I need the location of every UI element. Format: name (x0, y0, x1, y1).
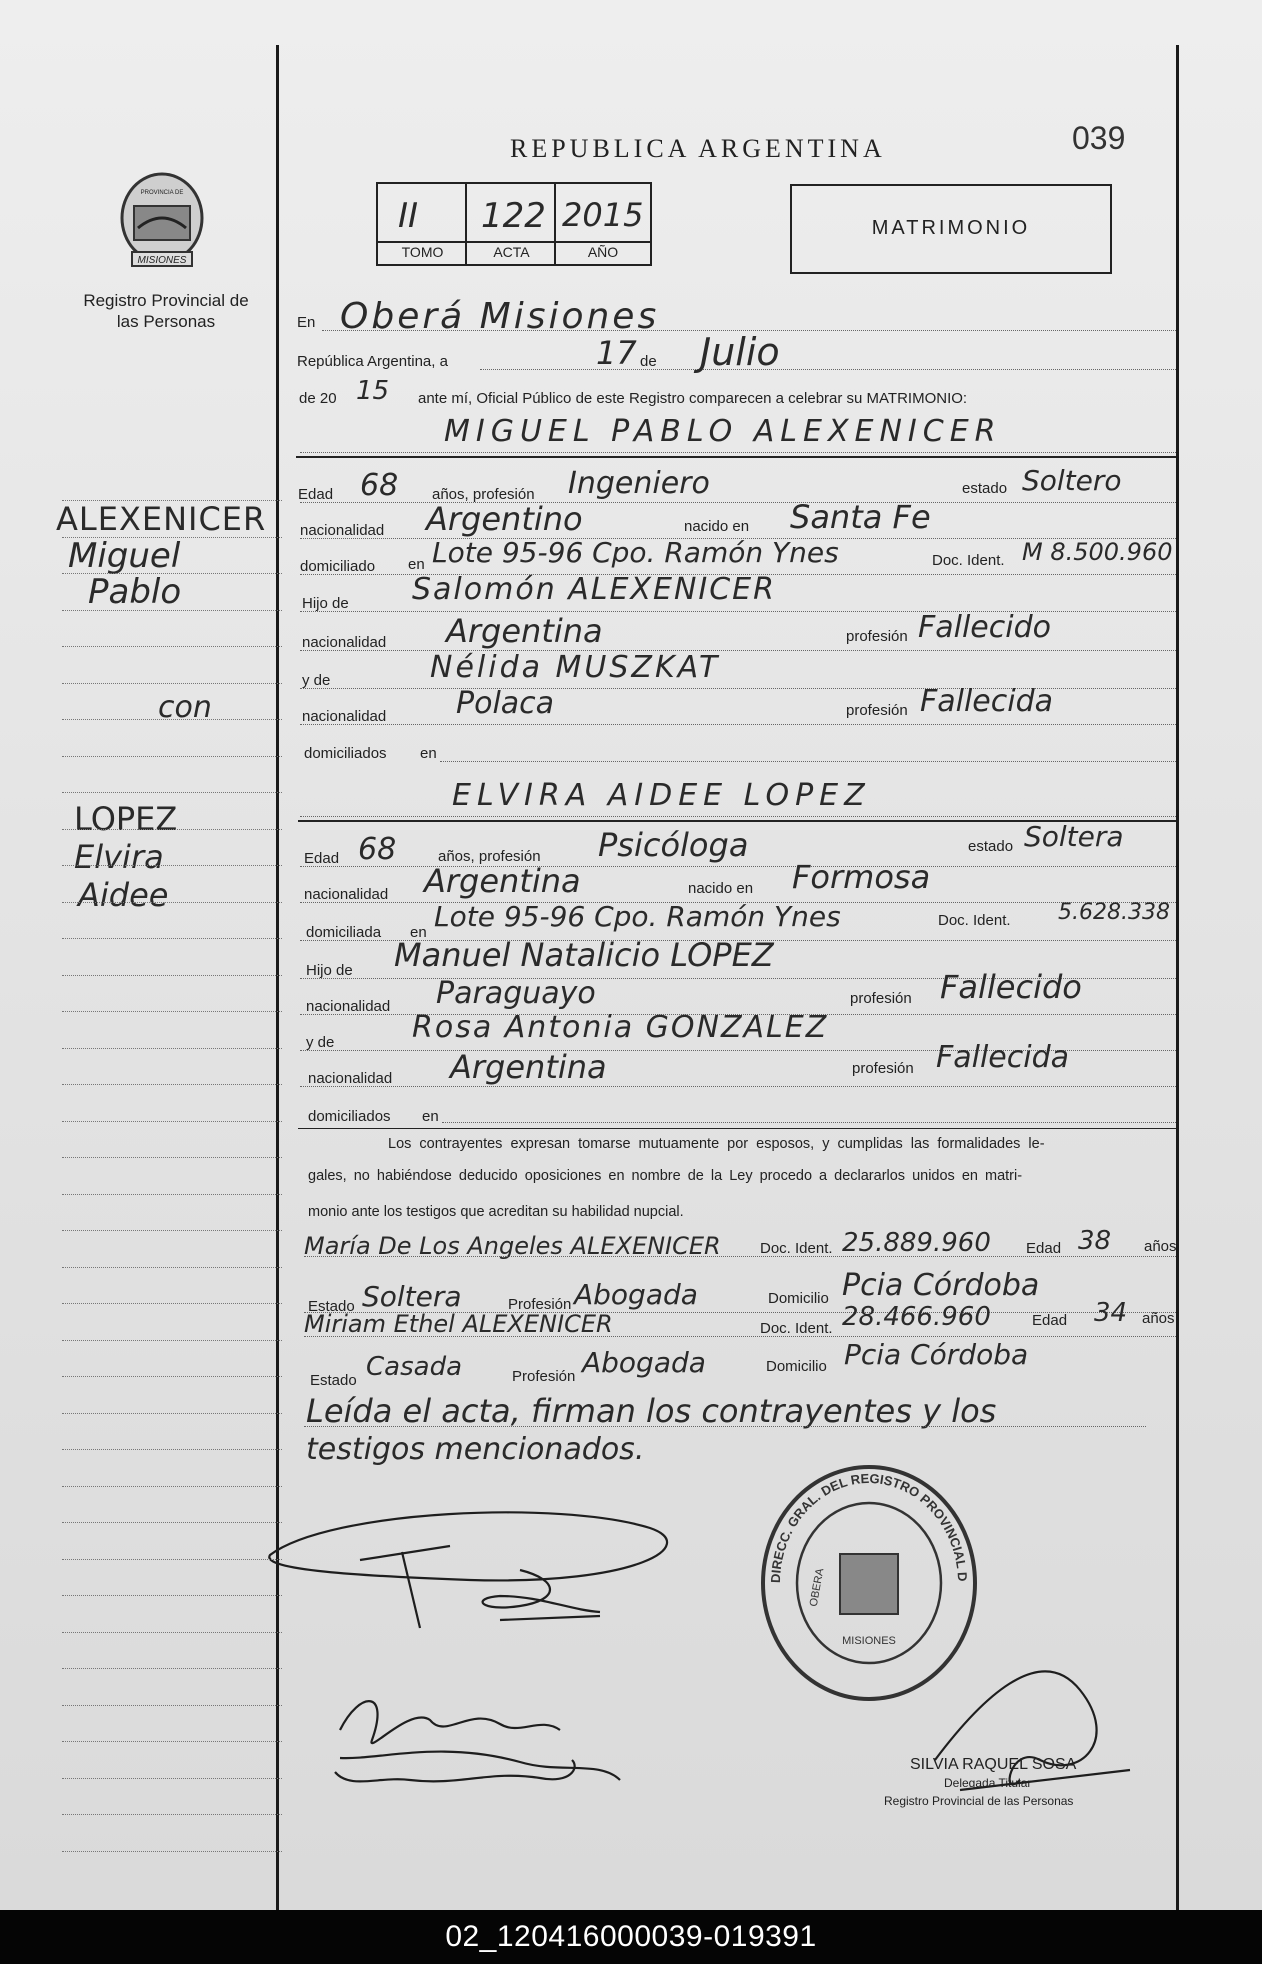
margin-ruled-line (62, 756, 282, 757)
groom-father: Salomón ALEXENICER (412, 572, 776, 607)
bride-profession: Psicóloga (598, 826, 749, 864)
witness2-name: Miriam Ethel ALEXENICER (304, 1310, 613, 1338)
acta-label: ACTA (493, 244, 530, 260)
groom-father-nat-label: nacionalidad (302, 634, 387, 651)
margin-ruled-line (62, 573, 282, 574)
margin-ruled-line (62, 1449, 282, 1450)
margin-ruled-line (62, 865, 282, 866)
bride-civil-status: Soltera (1024, 820, 1124, 853)
margin-ruled-line (62, 1705, 282, 1706)
witness1-age: 38 (1078, 1226, 1112, 1256)
bride-mother-prof: Fallecida (936, 1040, 1070, 1075)
closing-line2: testigos mencionados. (306, 1432, 645, 1467)
witness1-doc-label: Doc. Ident. (760, 1240, 833, 1257)
groom-birthplace: Santa Fe (790, 498, 931, 536)
margin-first-name-bride: Elvira (74, 838, 164, 876)
bride-nat-label: nacionalidad (304, 886, 389, 903)
margin-ruled-line (62, 1413, 282, 1414)
margin-ruled-line (62, 1048, 282, 1049)
statement-line3: monio ante los testigos que acreditan su habilidad nupcial. (308, 1204, 684, 1220)
en-label: En (297, 314, 316, 331)
margin-ruled-line (62, 1741, 282, 1742)
seal-outer-text: DIRECC. GRAL. DEL REGISTRO PROVINCIAL D (767, 1470, 971, 1584)
margin-ruled-line (62, 719, 282, 720)
groom-estado-label: estado (962, 480, 1008, 497)
margin-ruled-line (62, 683, 282, 684)
closing-line1: Leída el acta, firman los contrayentes y los (306, 1392, 997, 1430)
signature-groom (269, 1512, 667, 1580)
witness2-status: Casada (366, 1352, 463, 1382)
crest-top-text: PROVINCIA DE (140, 190, 184, 196)
republica-label: República Argentina, a (297, 353, 448, 370)
margin-connector: con (158, 690, 212, 725)
margin-ruled-line (62, 1230, 282, 1231)
act-type-label: MATRIMONIO (871, 217, 1031, 239)
witness2-doc: 28.466.960 (842, 1302, 991, 1332)
margin-first-name-groom: Miguel (68, 536, 181, 576)
witness1-edad-label: Edad (1026, 1240, 1062, 1257)
bride-address: Lote 95-96 Cpo. Ramón Ynes (434, 900, 841, 933)
witness2-prof-label: Profesión (512, 1368, 576, 1385)
margin-ruled-line (62, 1121, 282, 1122)
signature-witnesses (335, 1760, 575, 1781)
bride-mother-prof-label: profesión (852, 1060, 914, 1077)
witness2-anos-label: años (1142, 1310, 1175, 1327)
margin-ruled-line (62, 975, 282, 976)
margin-ruled-line (62, 1632, 282, 1633)
margin-ruled-line (62, 500, 282, 501)
registry-name: Registro Provincial de las Personas (83, 291, 249, 331)
margin-surname-groom: ALEXENICER (56, 500, 267, 538)
tomo-value: II (398, 196, 419, 236)
month-value: Julio (700, 330, 780, 374)
tomo-label: TOMO (401, 244, 444, 260)
bride-mother-nat-label: nacionalidad (308, 1070, 393, 1087)
bride-domiciliados-en: en (422, 1108, 439, 1125)
margin-ruled-line (62, 1303, 282, 1304)
witness2-age: 34 (1094, 1298, 1128, 1328)
year-prefix: de 20 (299, 390, 337, 407)
officer-office: Registro Provincial de las Personas (884, 1794, 1074, 1808)
margin-ruled-line (62, 829, 282, 830)
bride-domiciliados-label: domiciliados (308, 1108, 391, 1125)
bride-birthplace: Formosa (792, 858, 931, 896)
bride-mother-nat: Argentina (450, 1048, 607, 1086)
witness1-status: Soltera (362, 1280, 462, 1313)
witness1-prof-label: Profesión (508, 1296, 572, 1313)
footer-code: 02_120416000039-019391 (0, 1910, 1262, 1964)
crest-bottom-text: MISIONES (137, 255, 187, 266)
statement-line1: Los contrayentes expresan tomarse mutuamente por esposos, y cumplidas las formalidades le- (388, 1136, 1045, 1152)
margin-ruled-line (62, 1522, 282, 1523)
margin-ruled-line (62, 1559, 282, 1560)
witness1-dom-label: Domicilio (768, 1290, 829, 1307)
margin-surname-bride: LOPEZ (74, 800, 178, 838)
groom-doc: M 8.500.960 (1022, 538, 1173, 566)
witness1-estado-label: Estado (308, 1298, 355, 1315)
bride-hijo-label: Hijo de (306, 962, 353, 979)
groom-civil-status: Soltero (1022, 464, 1122, 497)
witness1-doc: 25.889.960 (842, 1228, 991, 1258)
witness1-anos-label: años (1144, 1238, 1177, 1255)
margin-ruled-line (62, 902, 282, 903)
groom-nacido-label: nacido en (684, 518, 750, 535)
groom-domiciliados-en: en (420, 745, 437, 762)
margin-ruled-line (62, 1851, 282, 1852)
bride-doc-label: Doc. Ident. (938, 912, 1011, 929)
witness2-edad-label: Edad (1032, 1312, 1068, 1329)
groom-hijo-label: Hijo de (302, 595, 349, 612)
groom-dom-label: domiciliado (300, 558, 376, 575)
groom-father-prof-label: profesión (846, 628, 908, 645)
acta-value: 122 (481, 196, 546, 236)
margin-ruled-line (62, 1157, 282, 1158)
bride-father-nat-label: nacionalidad (306, 998, 391, 1015)
groom-nat-label: nacionalidad (300, 522, 385, 539)
anio-label: AÑO (587, 244, 619, 260)
groom-mother-prof-label: profesión (846, 702, 908, 719)
bride-dom-en: en (410, 924, 427, 941)
statement-line2: gales, no habiéndose deducido oposiciones en nombre de la Ley procedo a declararlos unidos en matri- (308, 1168, 1023, 1184)
seal-inner-bottom: MISIONES (842, 1635, 896, 1647)
groom-full-name: MIGUEL PABLO ALEXENICER (444, 414, 1002, 449)
place-value: Oberá Misiones (340, 296, 660, 337)
groom-profession: Ingeniero (568, 466, 710, 501)
groom-doc-label: Doc. Ident. (932, 552, 1005, 569)
officer-title: Delegada Titular (944, 1776, 1032, 1790)
groom-mother-nat: Polaca (456, 686, 555, 721)
bride-nationality: Argentina (424, 862, 581, 900)
groom-mother-prof: Fallecida (920, 684, 1054, 719)
margin-ruled-line (62, 646, 282, 647)
witness2-address: Pcia Córdoba (844, 1338, 1029, 1371)
intro-text: ante mí, Oficial Público de este Registro comparecen a celebrar su MATRIMONIO: (418, 390, 968, 407)
margin-ruled-line (62, 1011, 282, 1012)
margin-ruled-line (62, 1668, 282, 1669)
margin-ruled-line (62, 1084, 282, 1085)
witness1-name: María De Los Angeles ALEXENICER (304, 1232, 721, 1260)
bride-estado-label: estado (968, 838, 1014, 855)
groom-anos-label: años, profesión (432, 486, 535, 503)
groom-dom-en: en (408, 556, 425, 573)
margin-ruled-line (62, 938, 282, 939)
witness1-address: Pcia Córdoba (842, 1268, 1040, 1303)
bride-doc: 5.628.338 (1058, 900, 1170, 925)
groom-father-prof: Fallecido (918, 610, 1051, 645)
margin-ruled-line (62, 1267, 282, 1268)
bride-father: Manuel Natalicio LOPEZ (394, 936, 774, 974)
groom-edad-label: Edad (298, 486, 334, 503)
country-title: REPUBLICA ARGENTINA (510, 134, 886, 163)
bride-nacido-label: nacido en (688, 880, 754, 897)
bride-father-nat: Paraguayo (436, 976, 596, 1011)
groom-father-nat: Argentina (446, 612, 603, 650)
margin-ruled-line (62, 1194, 282, 1195)
bride-yde-label: y de (306, 1034, 335, 1051)
official-seal (758, 1462, 980, 1704)
groom-mother-nat-label: nacionalidad (302, 708, 387, 725)
witness1-profession: Abogada (574, 1278, 698, 1311)
folio-number: 039 (1072, 120, 1126, 156)
bride-mother: Rosa Antonia GONZALEZ (412, 1010, 829, 1045)
margin-ruled-line (62, 1340, 282, 1341)
bride-dom-label: domiciliada (306, 924, 382, 941)
bride-father-prof-label: profesión (850, 990, 912, 1007)
margin-ruled-line (62, 1778, 282, 1779)
groom-mother: Nélida MUSZKAT (430, 650, 721, 685)
margin-ruled-line (62, 610, 282, 611)
seal-inner-top: OBERA (807, 1567, 827, 1608)
margin-ruled-line (62, 792, 282, 793)
witness2-doc-label: Doc. Ident. (760, 1320, 833, 1337)
bride-full-name: ELVIRA AIDEE LOPEZ (452, 778, 871, 813)
bride-edad-label: Edad (304, 850, 340, 867)
margin-ruled-line (62, 1814, 282, 1815)
witness2-profession: Abogada (582, 1346, 706, 1379)
witness2-estado-label: Estado (310, 1372, 357, 1389)
groom-age: 68 (360, 468, 399, 503)
groom-nationality: Argentino (426, 500, 583, 538)
margin-ruled-line (62, 1486, 282, 1487)
de-label: de (640, 353, 657, 370)
bride-age: 68 (358, 832, 397, 867)
margin-ruled-line (62, 1376, 282, 1377)
day-value: 17 (596, 334, 637, 372)
anio-value: 2015 (562, 196, 644, 234)
signature-bride (340, 1701, 620, 1780)
bride-father-prof: Fallecido (940, 968, 1082, 1006)
groom-address: Lote 95-96 Cpo. Ramón Ynes (432, 536, 839, 569)
witness2-dom-label: Domicilio (766, 1358, 827, 1375)
officer-name: SILVIA RAQUEL SOSA (910, 1756, 1077, 1773)
margin-ruled-line (62, 537, 282, 538)
groom-yde-label: y de (302, 672, 331, 689)
margin-middle-name-groom: Pablo (88, 572, 182, 612)
margin-ruled-line (62, 1595, 282, 1596)
margin-middle-name-bride: Aidee (78, 876, 169, 914)
groom-domiciliados-label: domiciliados (304, 745, 387, 762)
bride-anos-label: años, profesión (438, 848, 541, 865)
year-suffix: 15 (356, 376, 390, 406)
